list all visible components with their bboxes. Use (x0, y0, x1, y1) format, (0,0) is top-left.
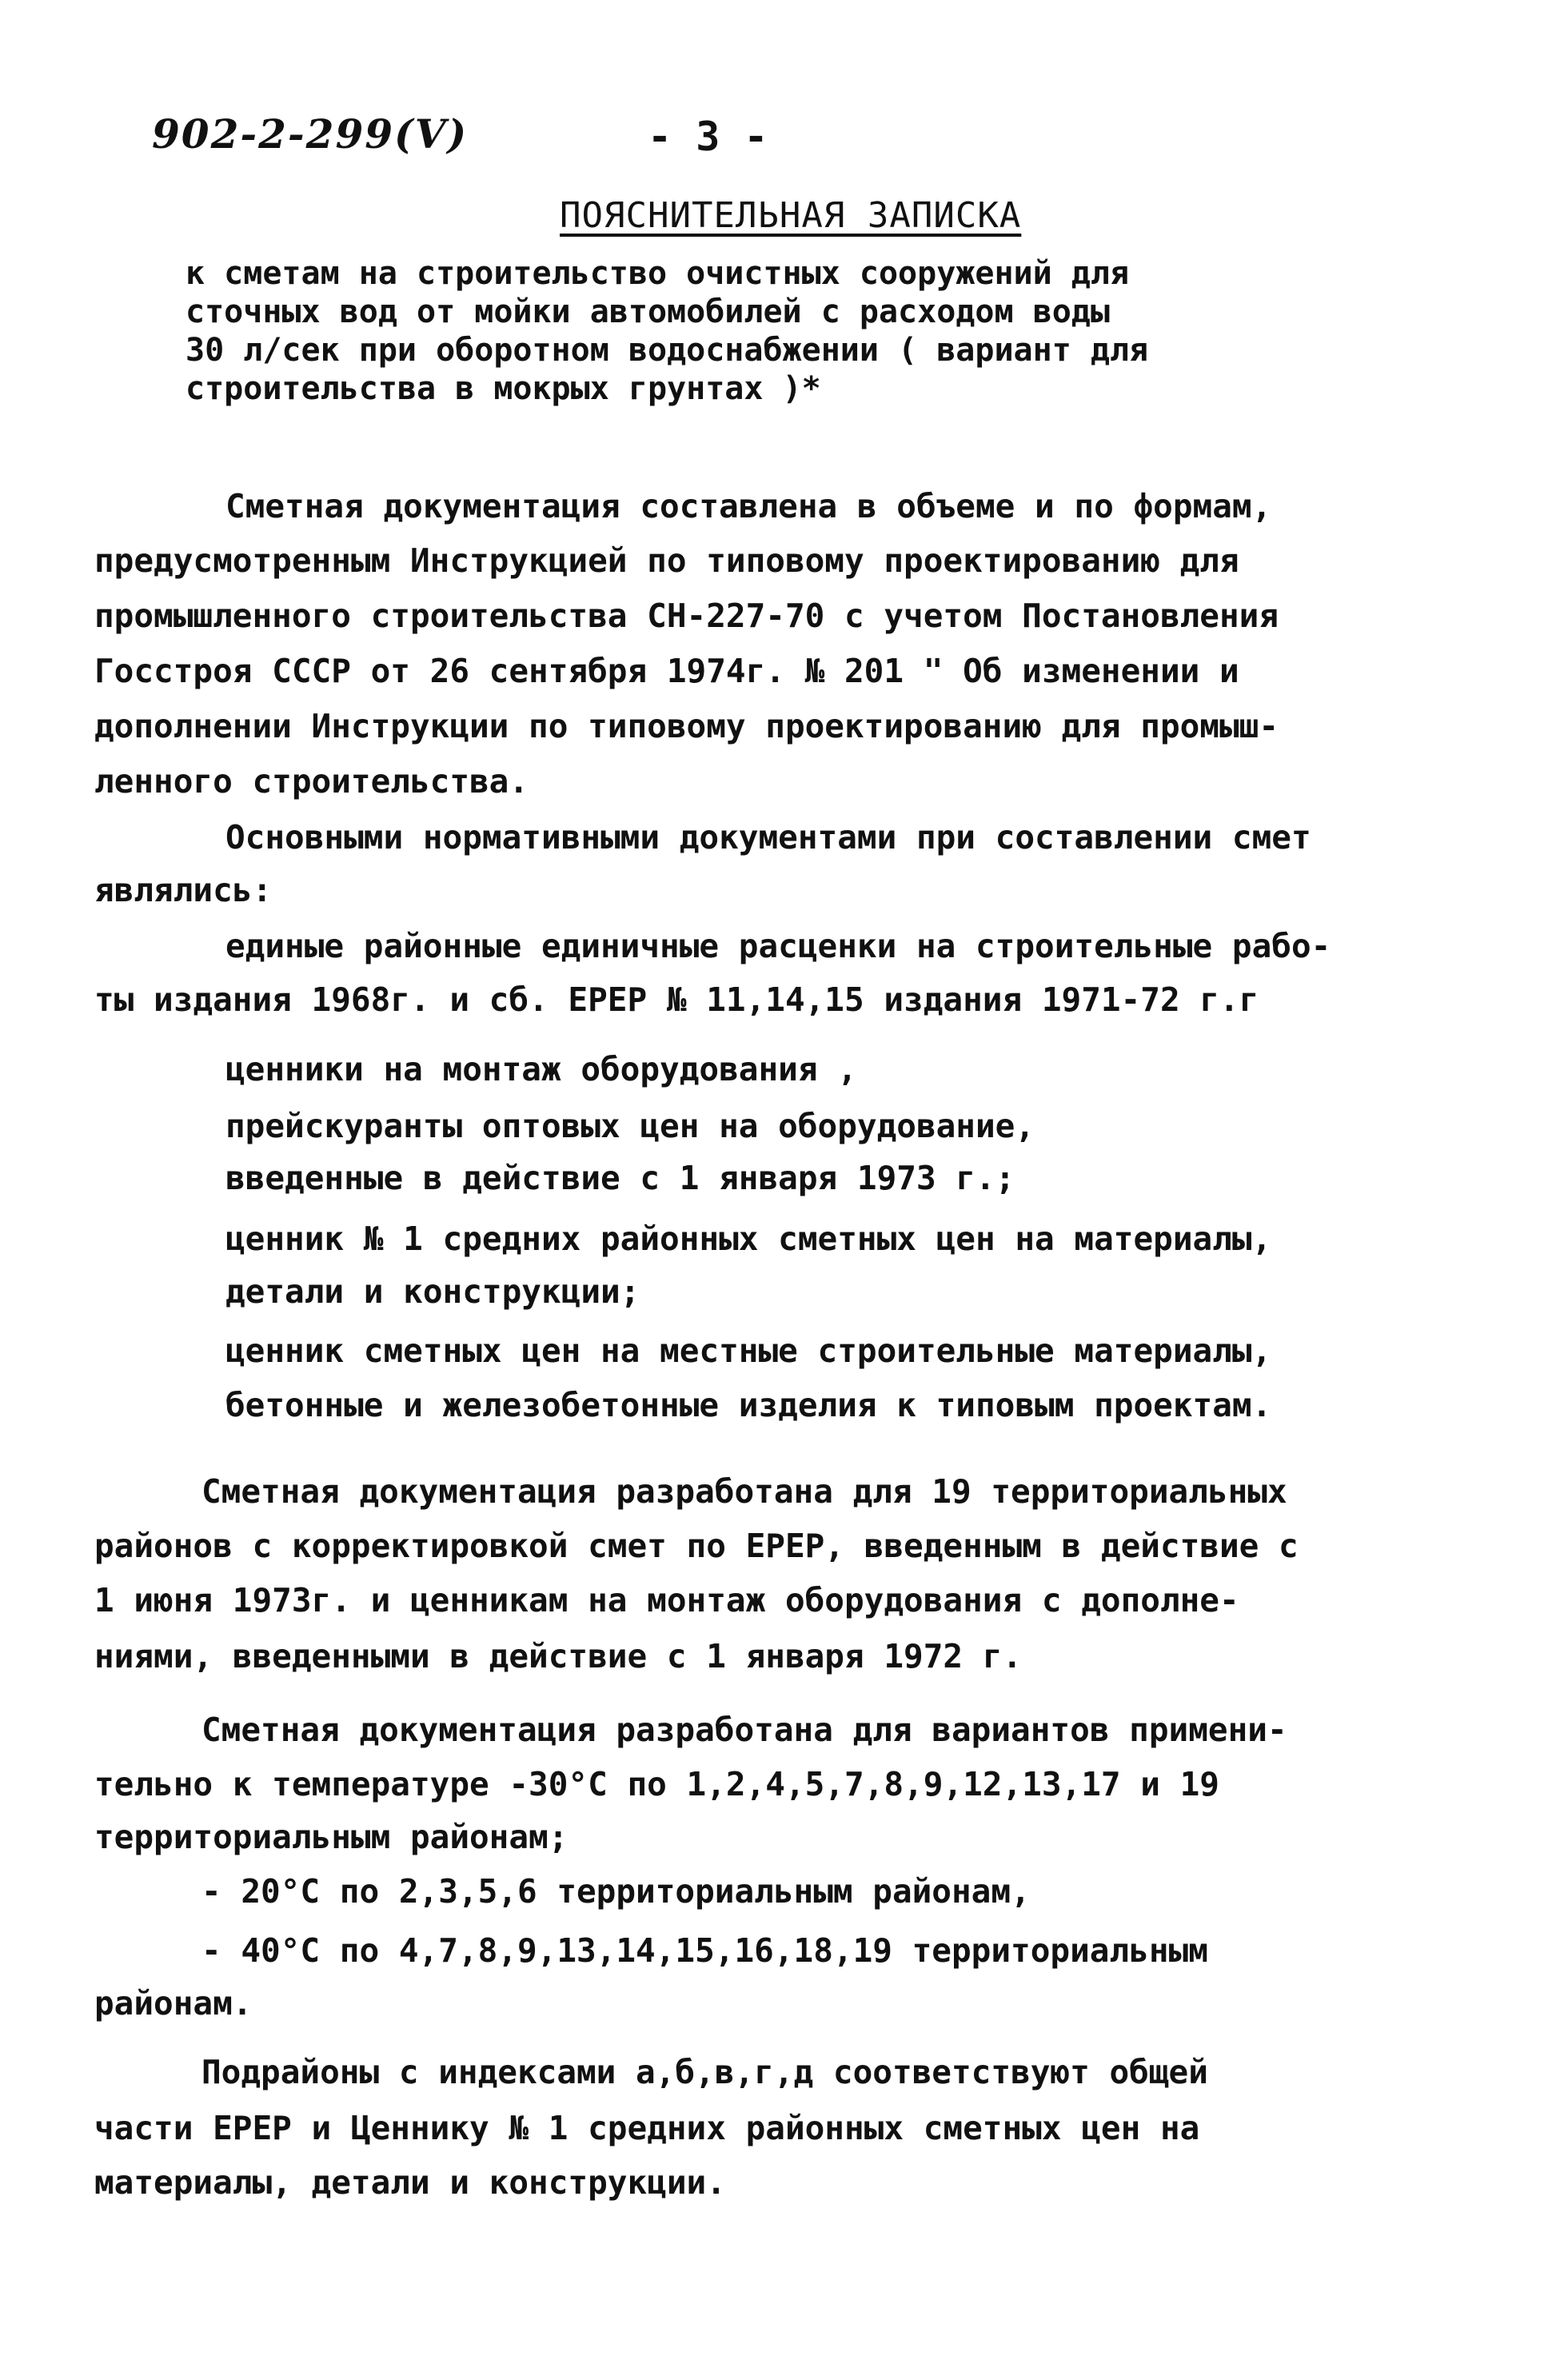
body-line: Сметная документация составлена в объеме и по формам, (225, 487, 1272, 525)
body-line: материалы, детали и конструкции. (94, 2163, 726, 2202)
body-line: предусмотренным Инструкцией по типовому проектированию для (94, 541, 1239, 580)
body-line: ценник № 1 средних районных сметных цен на материалы, (225, 1220, 1272, 1258)
subtitle-line: к сметам на строительство очистных сооружений для (186, 255, 1130, 292)
body-line: ценники на монтаж оборудования , (225, 1050, 857, 1088)
subtitle-line: строительства в мокрых грунтах )* (186, 370, 821, 407)
body-line: детали и конструкции; (225, 1272, 640, 1311)
body-line: ты издания 1968г. и сб. ЕРЕР № 11,14,15 издания 1971-72 г.г (94, 980, 1259, 1019)
body-line: Сметная документация разработана для вариантов примени- (201, 1711, 1287, 1749)
body-line: единые районные единичные расценки на строительные рабо- (225, 927, 1331, 965)
body-line: ленного строительства. (94, 762, 529, 801)
body-line: Подрайоны с индексами а,б,в,г,д соответствуют общей (201, 2053, 1208, 2091)
body-line: прейскуранты оптовых цен на оборудование, (225, 1107, 1035, 1145)
document-title: ПОЯСНИТЕЛЬНАЯ ЗАПИСКА (560, 195, 1022, 236)
body-line: - 40°С по 4,7,8,9,13,14,15,16,18,19 территориальным (201, 1931, 1208, 1970)
subtitle-line: 30 л/сек при оборотном водоснабжении ( вариант для (186, 332, 1149, 369)
body-line: Основными нормативными документами при составлении смет (225, 818, 1311, 857)
body-line: Сметная документация разработана для 19 территориальных (201, 1472, 1287, 1511)
body-line: районам. (94, 1984, 253, 2023)
body-line: бетонные и железобетонные изделия к типовым проектам. (225, 1386, 1272, 1424)
body-line: введенные в действие с 1 января 1973 г.; (225, 1159, 1015, 1197)
body-line: части ЕРЕР и Ценнику № 1 средних районных сметных цен на (94, 2109, 1200, 2147)
body-line: промышленного строительства СН-227-70 с учетом Постановления (94, 597, 1279, 635)
body-line: тельно к температуре -30°С по 1,2,4,5,7,8,9,12,13,17 и 19 (94, 1765, 1219, 1803)
page-number: - 3 - (648, 114, 768, 160)
body-line: - 20°С по 2,3,5,6 территориальным районам, (201, 1872, 1031, 1911)
body-line: территориальным районам; (94, 1818, 569, 1856)
body-line: районов с корректировкой смет по ЕРЕР, введенным в действие с (94, 1527, 1299, 1565)
subtitle-line: сточных вод от мойки автомобилей с расходом воды (186, 294, 1110, 330)
body-line: 1 июня 1973г. и ценникам на монтаж оборудования с дополне- (94, 1581, 1239, 1619)
body-line: ценник сметных цен на местные строительные материалы, (225, 1332, 1272, 1370)
body-line: дополнении Инструкции по типовому проектированию для промыш- (94, 707, 1279, 745)
body-line: ниями, введенными в действие с 1 января 1972 г. (94, 1637, 1023, 1675)
document-code: 902-2-299(V) (152, 110, 469, 158)
body-line: являлись: (94, 871, 273, 909)
document-subtitle (186, 254, 1148, 408)
body-line: Госстроя СССР от 26 сентября 1974г. № 201 " Об изменении и (94, 652, 1239, 690)
